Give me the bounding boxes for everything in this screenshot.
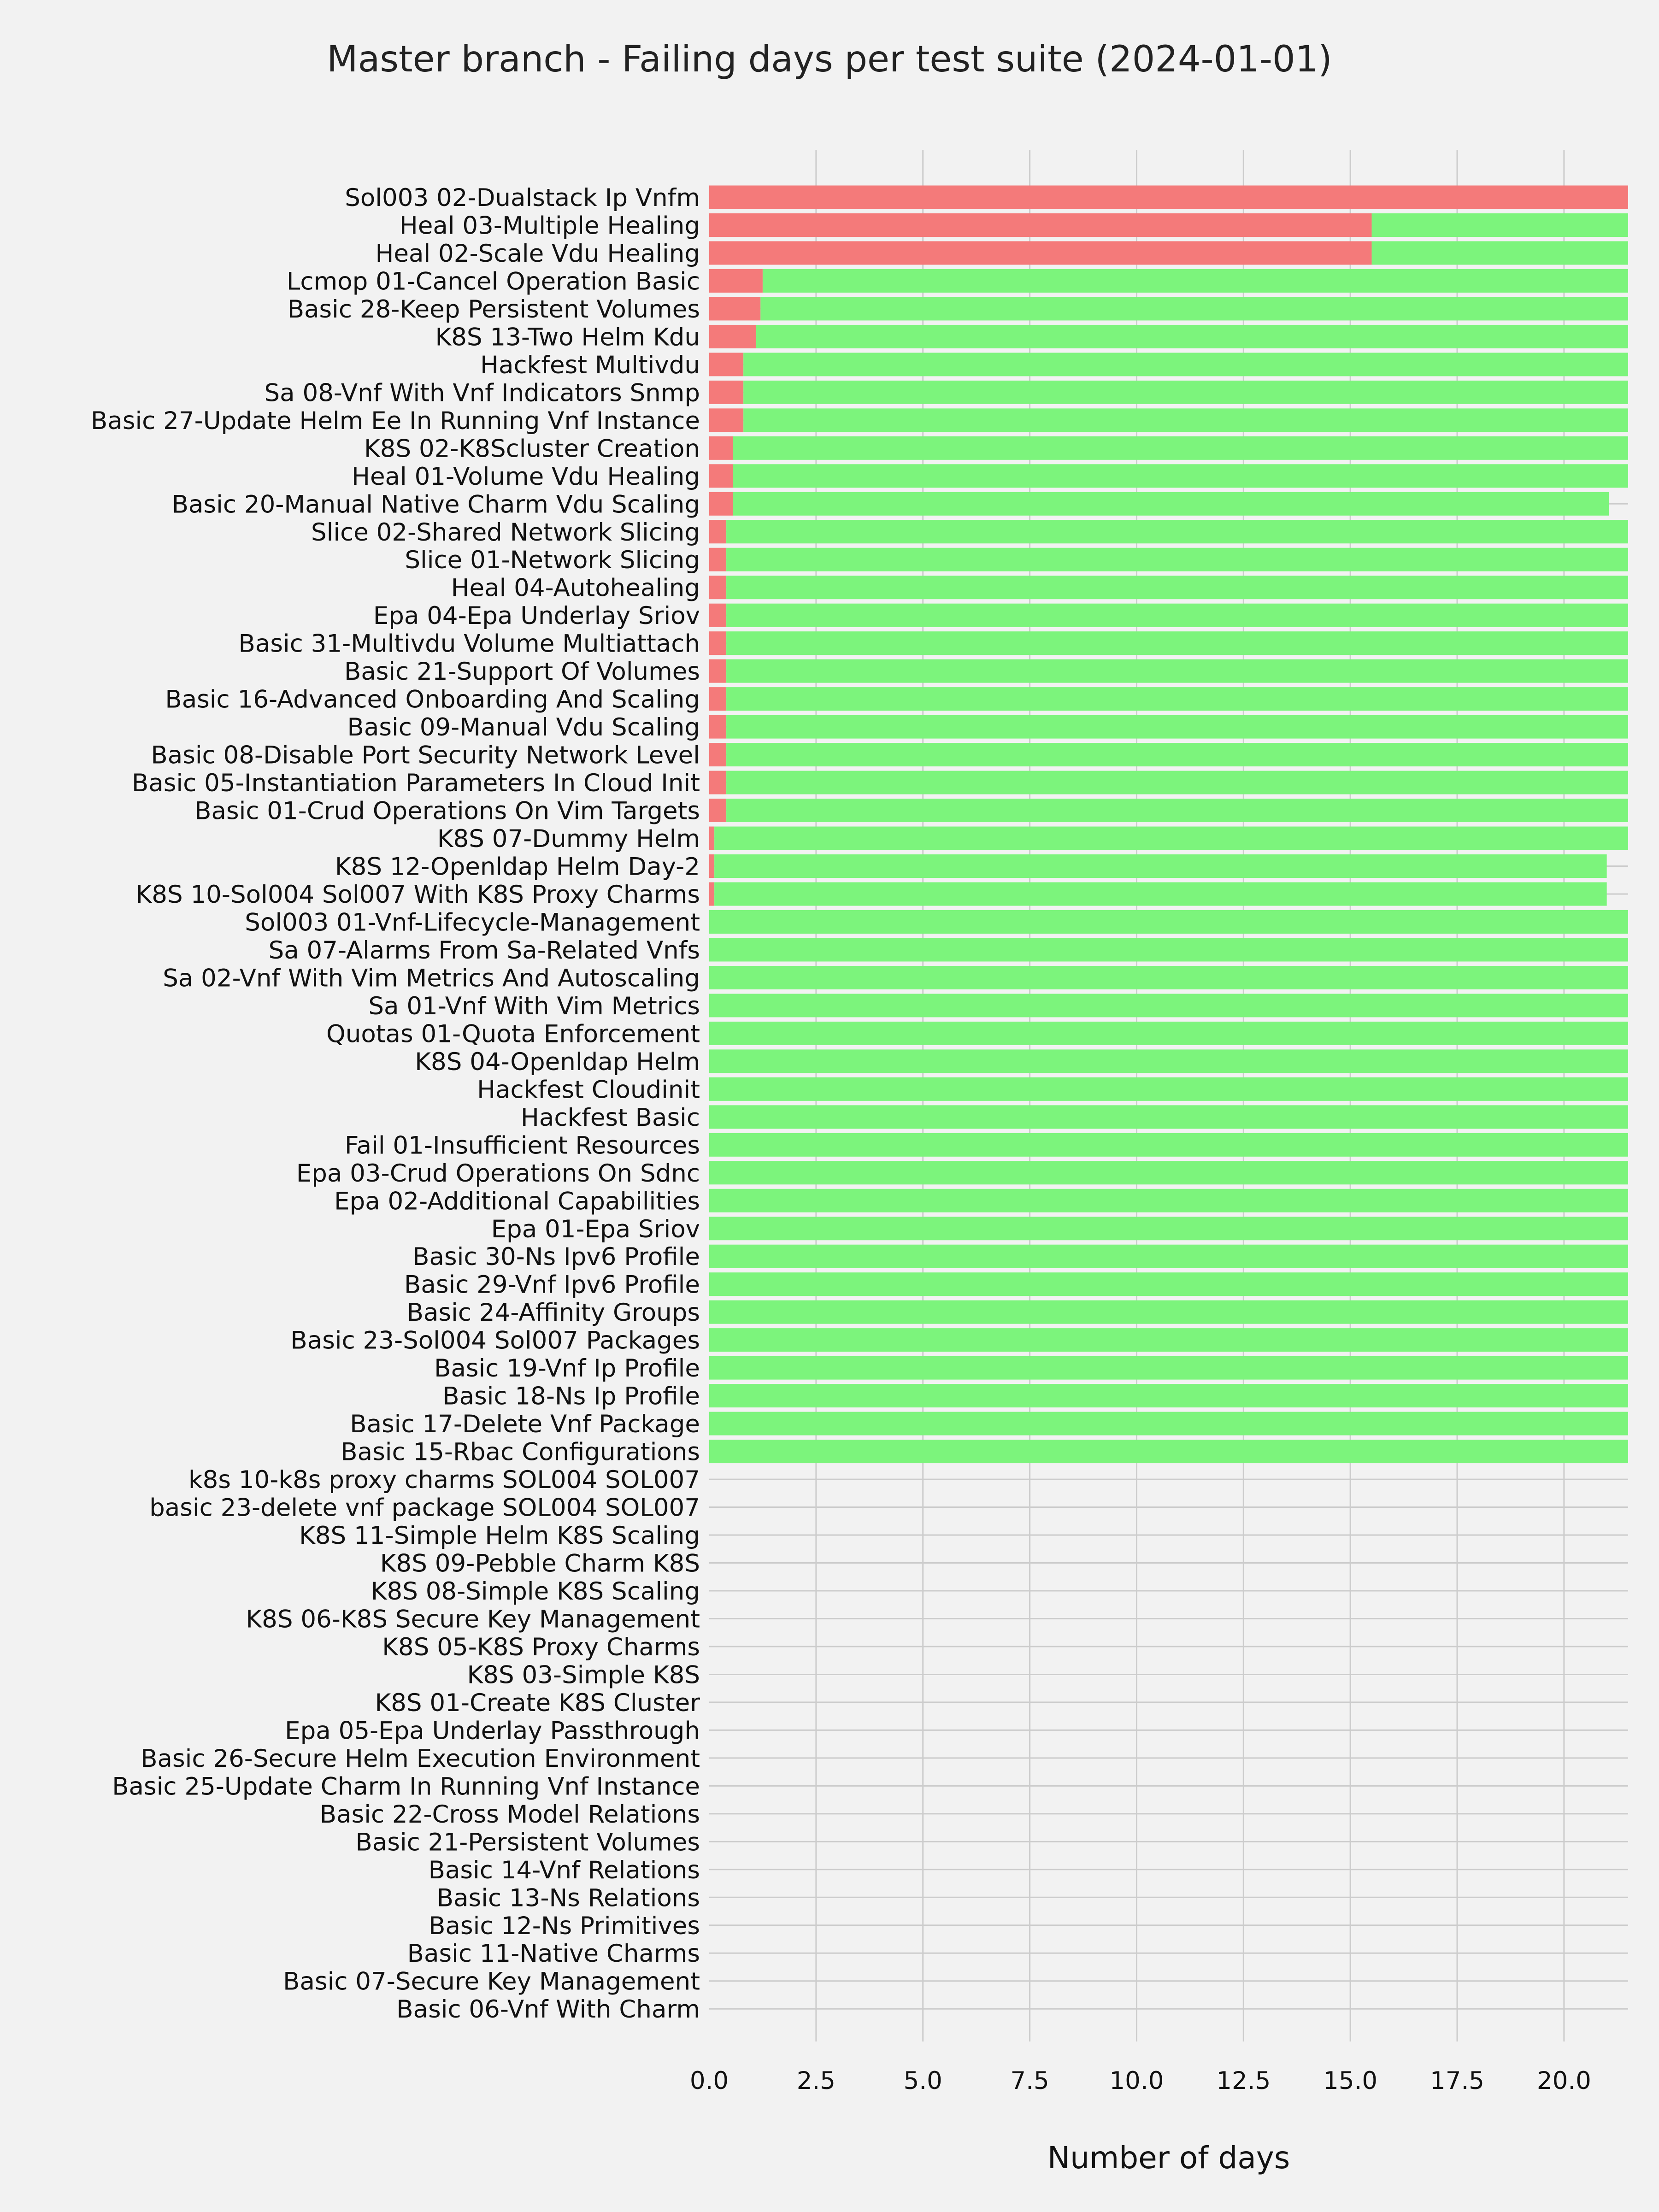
y-tick-label: Sa 07-Alarms From Sa-Related Vnfs <box>268 936 700 965</box>
y-tick-label: Sa 08-Vnf With Vnf Indicators Snmp <box>264 379 700 407</box>
y-tick-label: Basic 06-Vnf With Charm <box>396 1995 700 2024</box>
y-tick-label: Sa 01-Vnf With Vim Metrics <box>368 992 700 1020</box>
bar-pass <box>709 966 1628 989</box>
bar-pass <box>714 854 1606 878</box>
y-tick-label: K8S 07-Dummy Helm <box>437 825 700 853</box>
x-tick-label: 5.0 <box>903 2067 942 2095</box>
y-tick-label: K8S 06-K8S Secure Key Management <box>246 1605 700 1634</box>
y-tick-label: Basic 14-Vnf Relations <box>428 1856 700 1884</box>
y-tick-label: Heal 02-Scale Vdu Healing <box>375 239 700 268</box>
y-tick-label: Basic 11-Native Charms <box>407 1940 700 1968</box>
bar-fail <box>709 631 726 655</box>
y-tick-label: Basic 13-Ns Relations <box>436 1884 700 1912</box>
x-tick-labels <box>690 2067 1591 2095</box>
y-tick-label: Epa 04-Epa Underlay Sriov <box>373 602 700 630</box>
bar-fail <box>709 464 733 488</box>
bar-pass <box>726 520 1628 543</box>
y-tick-label: Basic 31-Multivdu Volume Multiattach <box>238 629 700 658</box>
y-tick-label: Slice 02-Shared Network Slicing <box>311 518 700 547</box>
y-tick-label: Basic 26-Secure Helm Execution Environment <box>141 1744 700 1773</box>
y-tick-label: Basic 18-Ns Ip Profile <box>442 1382 700 1411</box>
bar-fail <box>709 854 714 878</box>
bar-pass <box>733 464 1628 488</box>
y-tick-label: Hackfest Multivdu <box>480 351 700 379</box>
bar-pass <box>709 1189 1628 1212</box>
bar-pass <box>733 492 1609 516</box>
y-tick-label: Slice 01-Network Slicing <box>405 546 700 575</box>
bar-fail <box>709 771 726 794</box>
y-tick-label: Epa 05-Epa Underlay Passthrough <box>285 1717 700 1745</box>
bar-pass <box>760 297 1628 320</box>
y-tick-label: k8s 10-k8s proxy charms SOL004 SOL007 <box>188 1466 700 1494</box>
y-tick-label: Basic 12-Ns Primitives <box>429 1912 700 1940</box>
bar-fail <box>709 715 726 739</box>
y-tick-label: Basic 20-Manual Native Charm Vdu Scaling <box>171 490 700 519</box>
y-tick-label: K8S 13-Two Helm Kdu <box>435 323 700 352</box>
bar-fail <box>709 659 726 683</box>
bar-pass <box>726 687 1628 711</box>
bar-pass <box>709 1356 1628 1380</box>
y-tick-label: Basic 16-Advanced Onboarding And Scaling <box>165 685 700 714</box>
bar-pass <box>709 1161 1628 1184</box>
bar-pass <box>726 576 1628 599</box>
bar-pass <box>709 1133 1628 1157</box>
bar-pass <box>709 1022 1628 1045</box>
bar-pass <box>714 882 1606 906</box>
bar-pass <box>709 1328 1628 1352</box>
bar-pass <box>709 1300 1628 1324</box>
y-tick-label: K8S 10-Sol004 Sol007 With K8S Proxy Charms <box>135 881 700 909</box>
y-tick-label: Basic 05-Instantiation Parameters In Cloud Init <box>131 769 700 798</box>
y-tick-label: Basic 17-Delete Vnf Package <box>350 1410 700 1439</box>
bar-pass <box>743 353 1628 376</box>
bar-pass <box>726 715 1628 739</box>
y-tick-label: Basic 28-Keep Persistent Volumes <box>287 295 700 324</box>
y-tick-label: Basic 21-Support Of Volumes <box>344 658 700 686</box>
y-tick-label: Basic 27-Update Helm Ee In Running Vnf Instance <box>91 406 700 435</box>
y-tick-label: Basic 01-Crud Operations On Vim Targets <box>194 797 700 825</box>
bar-fail <box>709 492 733 516</box>
y-tick-label: Epa 03-Crud Operations On Sdnc <box>296 1159 700 1188</box>
x-tick-label: 12.5 <box>1216 2067 1271 2095</box>
y-tick-label: Sol003 01-Vnf-Lifecycle-Management <box>245 908 700 937</box>
y-tick-label: Hackfest Cloudinit <box>477 1076 700 1104</box>
bar-pass <box>733 436 1628 460</box>
y-tick-label: K8S 03-Simple K8S <box>467 1661 700 1689</box>
bar-pass <box>1372 241 1628 265</box>
bar-pass <box>709 1077 1628 1101</box>
bar-pass <box>743 381 1628 404</box>
bar-pass <box>726 799 1628 822</box>
bar-pass <box>743 408 1628 432</box>
y-tick-label: basic 23-delete vnf package SOL004 SOL007 <box>149 1494 700 1522</box>
bar-fail <box>709 408 743 432</box>
bar-pass <box>726 631 1628 655</box>
bar-fail <box>709 520 726 543</box>
bar-pass <box>709 1412 1628 1435</box>
y-tick-label: Sol003 02-Dualstack Ip Vnfm <box>345 184 700 212</box>
bar-pass <box>709 1384 1628 1407</box>
y-tick-label: Lcmop 01-Cancel Operation Basic <box>286 267 700 296</box>
x-tick-label: 0.0 <box>689 2067 729 2095</box>
bar-pass <box>726 743 1628 766</box>
y-tick-label: K8S 08-Simple K8S Scaling <box>371 1577 700 1606</box>
bar-pass <box>709 910 1628 934</box>
y-tick-label: K8S 01-Create K8S Cluster <box>375 1688 700 1717</box>
y-tick-label: K8S 12-Openldap Helm Day-2 <box>335 853 700 881</box>
bar-fail <box>709 241 1372 265</box>
x-axis-label: Number of days <box>1047 2140 1290 2176</box>
bar-fail <box>709 269 763 293</box>
bar-fail <box>709 604 726 627</box>
y-tick-label: Basic 08-Disable Port Security Network Level <box>151 741 700 770</box>
bar-pass <box>726 771 1628 794</box>
x-tick-label: 20.0 <box>1536 2067 1591 2095</box>
y-tick-label: Basic 07-Secure Key Management <box>283 1967 700 1996</box>
y-tick-label: Heal 01-Volume Vdu Healing <box>352 462 700 491</box>
bar-pass <box>709 1440 1628 1463</box>
bar-fail <box>709 353 743 376</box>
y-tick-label: K8S 02-K8Scluster Creation <box>364 435 700 463</box>
y-tick-label: Basic 09-Manual Vdu Scaling <box>347 713 700 742</box>
y-tick-label: Fail 01-Insufficient Resources <box>345 1131 700 1160</box>
y-tick-label: K8S 04-Openldap Helm <box>415 1047 700 1076</box>
y-tick-label: Heal 04-Autohealing <box>451 574 700 602</box>
bar-pass <box>726 548 1628 571</box>
bar-pass <box>709 1049 1628 1073</box>
bar-pass <box>726 604 1628 627</box>
bar-fail <box>709 548 726 571</box>
y-tick-label: Basic 23-Sol004 Sol007 Packages <box>290 1326 700 1355</box>
y-tick-label: Hackfest Basic <box>521 1103 700 1132</box>
bar-pass <box>709 1217 1628 1240</box>
bar-fail <box>709 882 714 906</box>
y-tick-label: K8S 11-Simple Helm K8S Scaling <box>299 1522 700 1550</box>
y-tick-label: Epa 01-Epa Sriov <box>491 1215 700 1243</box>
y-tick-label: Basic 21-Persistent Volumes <box>355 1828 700 1857</box>
bar-pass <box>709 1245 1628 1268</box>
x-tick-label: 7.5 <box>1010 2067 1049 2095</box>
x-tick-label: 15.0 <box>1323 2067 1378 2095</box>
y-tick-label: Basic 15-Rbac Configurations <box>341 1438 700 1466</box>
y-tick-label: Sa 02-Vnf With Vim Metrics And Autoscaling <box>163 964 700 993</box>
x-tick-label: 17.5 <box>1430 2067 1485 2095</box>
y-tick-label: Basic 19-Vnf Ip Profile <box>434 1354 700 1383</box>
y-tick-label: K8S 05-K8S Proxy Charms <box>382 1633 700 1661</box>
y-tick-label: Basic 25-Update Charm In Running Vnf Instance <box>112 1772 700 1801</box>
y-tick-label: Basic 30-Ns Ipv6 Profile <box>412 1243 700 1271</box>
bar-pass <box>709 1272 1628 1296</box>
bar-fail <box>709 687 726 711</box>
bar-fail <box>709 186 1628 209</box>
bar-pass <box>709 994 1628 1017</box>
y-tick-label: Basic 24-Affinity Groups <box>406 1299 700 1327</box>
bar-fail <box>709 381 743 404</box>
bar-pass <box>756 325 1628 348</box>
y-tick-label: K8S 09-Pebble Charm K8S <box>380 1549 700 1578</box>
y-tick-label: Heal 03-Multiple Healing <box>399 212 700 240</box>
y-tick-label: Quotas 01-Quota Enforcement <box>326 1020 700 1048</box>
bar-fail <box>709 297 760 320</box>
bar-pass <box>714 827 1628 850</box>
bar-fail <box>709 576 726 599</box>
y-tick-label: Basic 29-Vnf Ipv6 Profile <box>404 1271 700 1299</box>
bar-pass <box>709 938 1628 961</box>
x-tick-label: 2.5 <box>796 2067 836 2095</box>
bar-pass <box>1372 213 1628 237</box>
bar-fail <box>709 827 714 850</box>
bar-fail <box>709 436 733 460</box>
y-tick-label: Basic 22-Cross Model Relations <box>319 1800 700 1829</box>
bar-pass <box>763 269 1628 293</box>
bar-fail <box>709 213 1372 237</box>
x-tick-label: 10.0 <box>1109 2067 1164 2095</box>
bar-fail <box>709 325 756 348</box>
chart-title: Master branch - Failing days per test suite (2024-01-01) <box>327 39 1332 80</box>
bar-pass <box>726 659 1628 683</box>
bar-fail <box>709 743 726 766</box>
y-tick-label: Epa 02-Additional Capabilities <box>334 1187 700 1216</box>
bar-fail <box>709 799 726 822</box>
bar-pass <box>709 1105 1628 1129</box>
